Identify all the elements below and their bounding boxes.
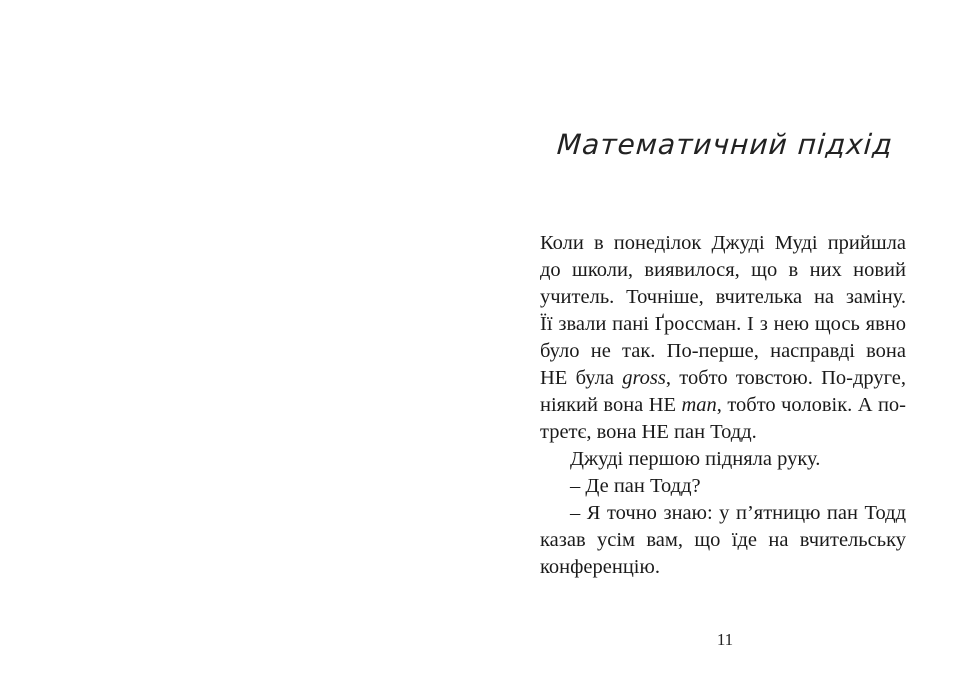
- text-line: [540, 392, 906, 419]
- text-line: – Я точно знаю: у п’ятницю пан Тодд: [570, 502, 906, 524]
- text-segment: ніякий вона НЕ: [540, 394, 682, 416]
- italic-word: man: [681, 394, 717, 416]
- page-number: 11: [716, 630, 734, 649]
- text-line: Джуді першою підняла руку.: [570, 448, 821, 470]
- text-line: третє, вона НЕ пан Тодд.: [540, 421, 757, 443]
- text-line: до школи, виявилося, що в них новий: [540, 259, 906, 281]
- italic-word: gross: [622, 367, 666, 389]
- text-line: Її звали пані Ґроссман. І з нею щось явно: [540, 313, 906, 335]
- text-segment: НЕ була: [540, 367, 623, 389]
- text-line: було не так. По-перше, насправді вона: [540, 340, 906, 362]
- chapter-title: Математичний підхід: [555, 128, 895, 161]
- body-text: [540, 230, 906, 581]
- text-line: казав усім вам, що їде на вчительську: [540, 529, 906, 551]
- text-line: конференцію.: [540, 556, 660, 578]
- text-line: [540, 365, 906, 392]
- text-line: учитель. Точніше, вчителька на заміну.: [540, 286, 906, 308]
- text-segment: , тобто товстою. По-друге,: [665, 367, 907, 389]
- text-line: – Де пан Тодд?: [570, 475, 701, 497]
- text-segment: , тобто чоловік. А по-: [716, 394, 907, 416]
- text-line: Коли в понеділок Джуді Муді прийшла: [540, 232, 906, 254]
